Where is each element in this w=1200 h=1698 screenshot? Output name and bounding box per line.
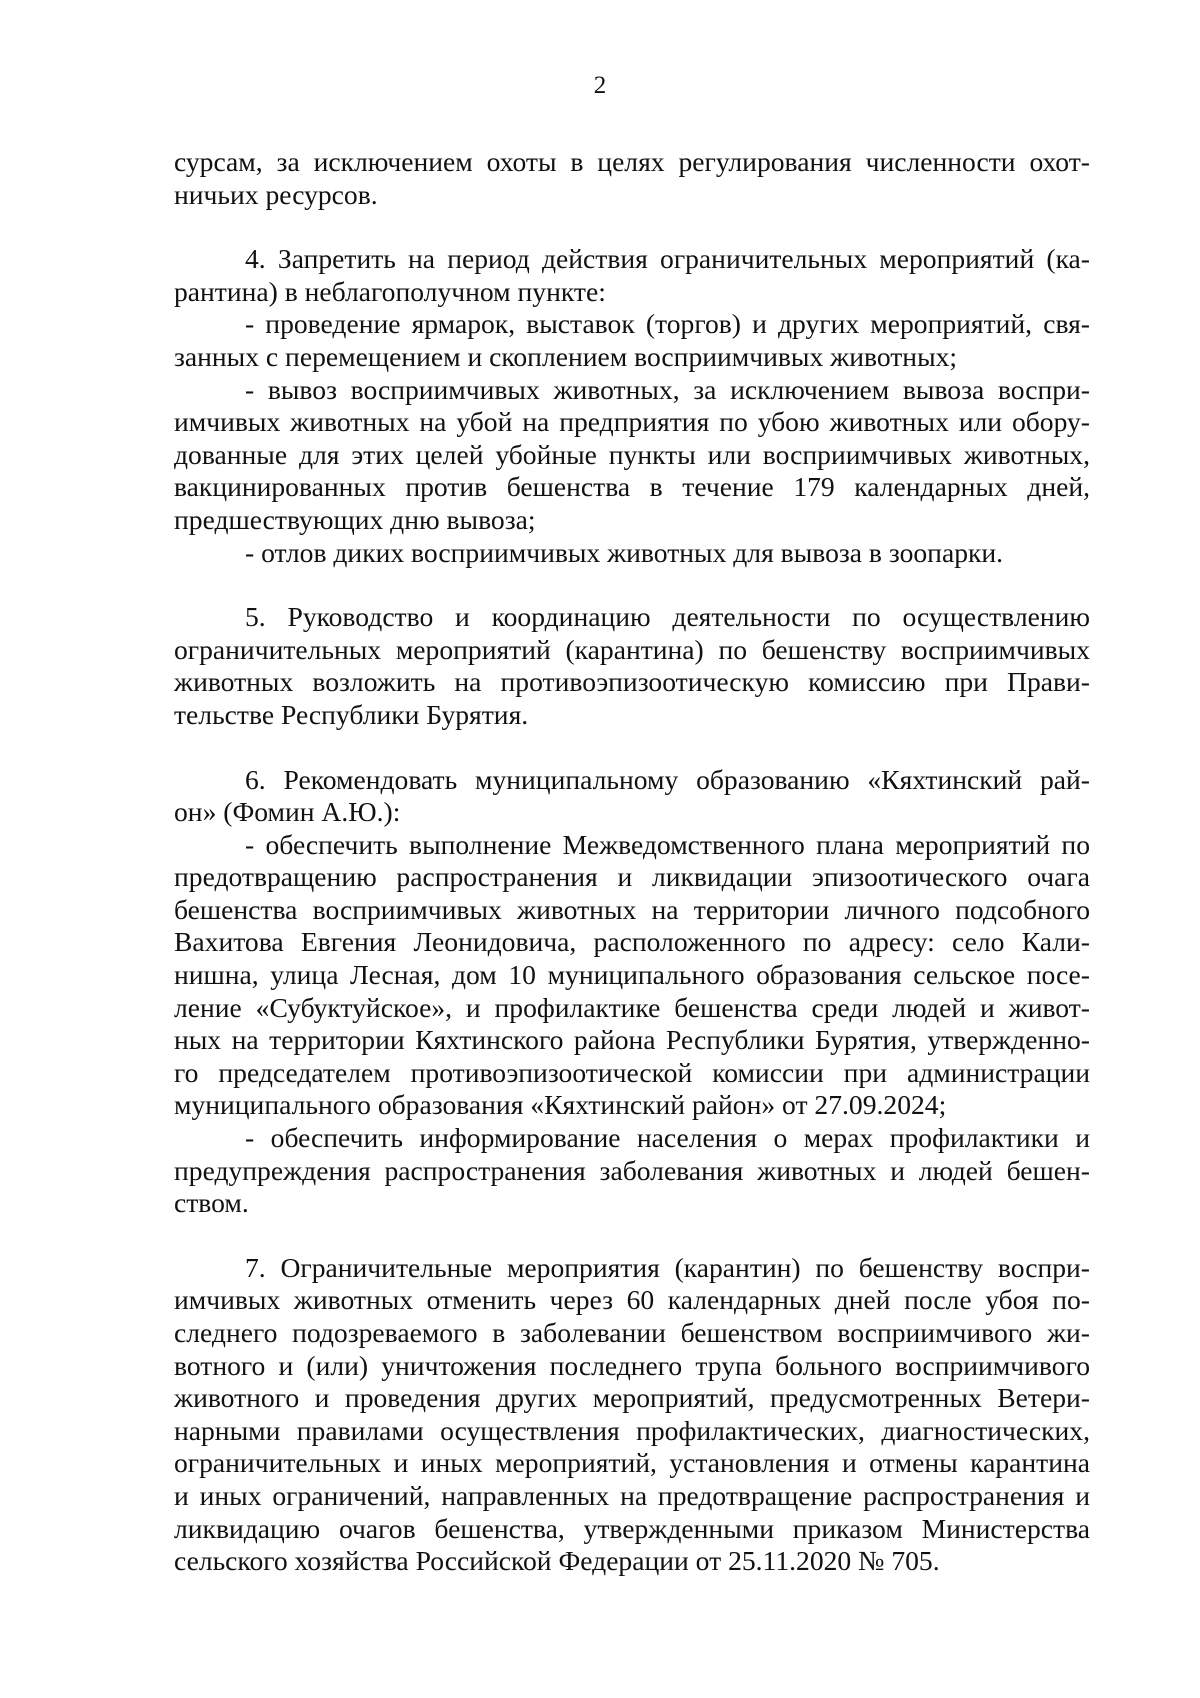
page-number: 2 [593, 72, 607, 99]
text-line: 7. Ограничительные мероприятия (карантин) по бешенству воспри- [245, 1251, 1090, 1283]
text-line: ликвидацию очагов бешенства, утвержденными приказом Министерства [174, 1512, 1090, 1544]
text-line: занных с перемещением и скоплением восприимчивых животных; [174, 340, 958, 372]
paragraph-4 [174, 243, 1090, 569]
text-line: 5. Руководство и координацию деятельности по осуществлению [245, 601, 1090, 633]
text-line: бешенства восприимчивых животных на территории личного подсобного [174, 893, 1090, 925]
paragraph-7 [174, 1252, 1090, 1578]
text-line: предшествующих дню вывоза; [174, 503, 536, 535]
text-line: имчивых животных отменить через 60 календарных дней после убоя по- [174, 1284, 1090, 1316]
text-line: дованные для этих целей убойные пункты или восприимчивых животных, [174, 438, 1090, 470]
text-line: го председателем противоэпизоотической комиссии при администрации [174, 1056, 1090, 1088]
paragraph-spacer [174, 569, 1090, 601]
text-line: и иных ограничений, направленных на предотвращение распространения и [174, 1479, 1090, 1511]
text-line: ством. [174, 1187, 249, 1219]
text-line: 4. Запретить на период действия ограничительных мероприятий (ка- [245, 243, 1090, 275]
text-line: - проведение ярмарок, выставок (торгов) и других мероприятий, свя- [245, 308, 1090, 340]
paragraph-spacer [174, 211, 1090, 243]
text-line: тельстве Республики Бурятия. [174, 698, 529, 730]
text-line: предупреждения распространения заболевания животных и людей бешен- [174, 1154, 1090, 1186]
text-line: сурсам, за исключением охоты в целях регулирования численности охот- [174, 146, 1090, 177]
text-line: - отлов диких восприимчивых животных для вывоза в зоопарки. [245, 536, 1004, 568]
paragraph-3-continuation [174, 146, 1090, 211]
text-line: животного и проведения других мероприятий, предусмотренных Ветери- [174, 1382, 1090, 1414]
text-line: сельского хозяйства Российской Федерации от 25.11.2020 № 705. [174, 1545, 940, 1577]
paragraph-5 [174, 601, 1090, 731]
text-line: нишна, улица Лесная, дом 10 муниципального образования сельское посе- [174, 959, 1090, 991]
text-line: имчивых животных на убой на предприятия по убою животных или обору- [174, 406, 1090, 438]
text-line: ничьих ресурсов. [174, 178, 378, 210]
text-line: вотного и (или) уничтожения последнего трупа больного восприимчивого [174, 1349, 1090, 1381]
text-line: рантина) в неблагополучном пункте: [174, 275, 606, 307]
text-line: муниципального образования «Кяхтинский район» от 27.09.2024; [174, 1089, 947, 1121]
text-line: ограничительных и иных мероприятий, установления и отмены карантина [174, 1447, 1090, 1479]
paragraph-spacer [174, 1220, 1090, 1252]
text-line: ление «Субуктуйское», и профилактике бешенства среди людей и живот- [174, 991, 1090, 1023]
text-line: нарными правилами осуществления профилактических, диагностических, [174, 1414, 1090, 1446]
paragraph-spacer [174, 732, 1090, 764]
text-line: ных на территории Кяхтинского района Республики Бурятия, утвержденно- [174, 1024, 1090, 1056]
text-line: 6. Рекомендовать муниципальному образованию «Кяхтинский рай- [245, 763, 1090, 795]
document-body [174, 146, 1090, 1578]
text-line: - вывоз восприимчивых животных, за исключением вывоза воспри- [245, 373, 1090, 405]
paragraph-6 [174, 764, 1090, 1220]
text-line: ограничительных мероприятий (карантина) по бешенству восприимчивых [174, 633, 1090, 665]
text-line: он» (Фомин А.Ю.): [174, 796, 401, 828]
text-line: вакцинированных против бешенства в течение 179 календарных дней, [174, 471, 1090, 503]
text-line: Вахитова Евгения Леонидовича, расположенного по адресу: село Кали- [174, 926, 1090, 958]
text-line: животных возложить на противоэпизоотическую комиссию при Прави- [174, 666, 1090, 698]
text-line: следнего подозреваемого в заболевании бешенством восприимчивого жи- [174, 1317, 1090, 1348]
text-line: предотвращению распространения и ликвидации эпизоотического очага [174, 861, 1090, 893]
text-line: - обеспечить информирование населения о мерах профилактики и [245, 1122, 1090, 1154]
text-line: - обеспечить выполнение Межведомственного плана мероприятий по [245, 828, 1090, 860]
